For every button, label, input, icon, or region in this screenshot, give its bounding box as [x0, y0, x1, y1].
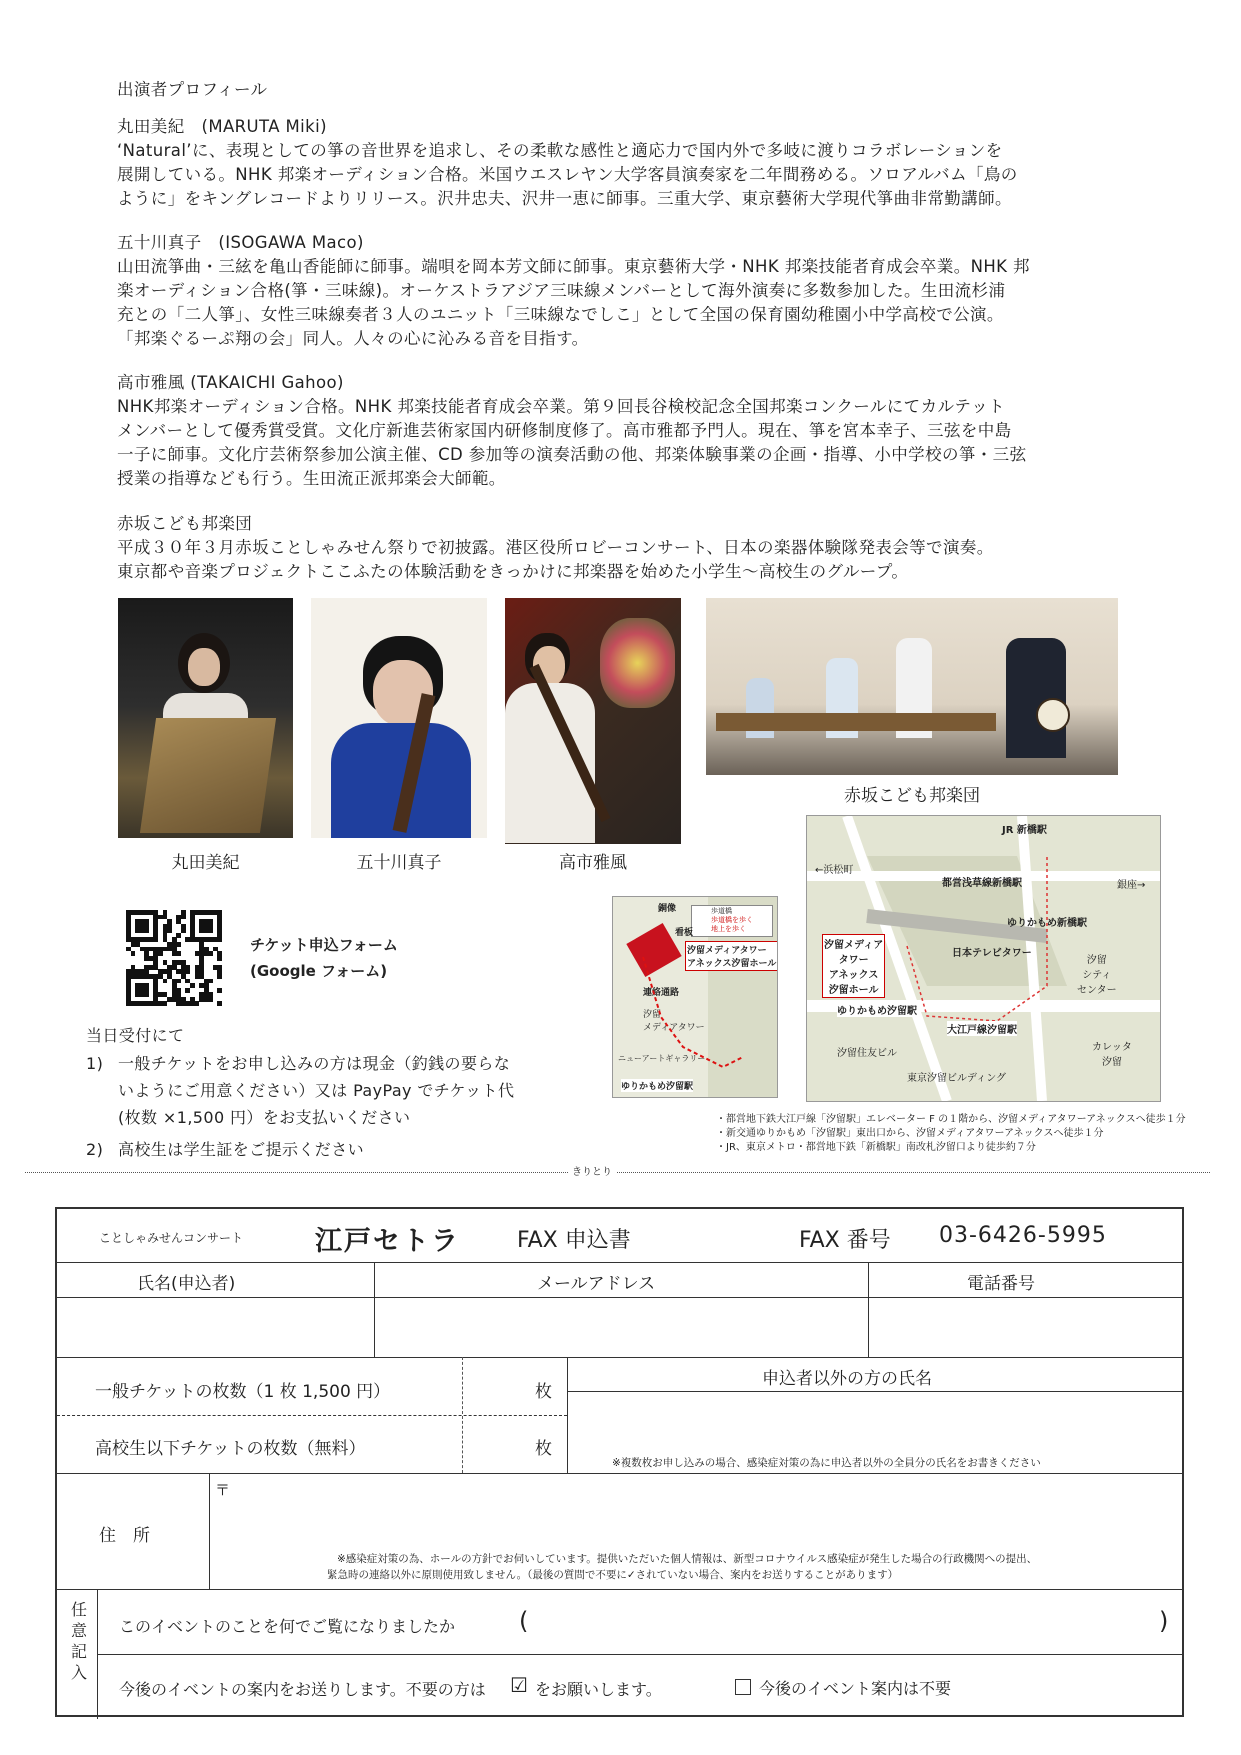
qr-module — [185, 969, 190, 974]
onsite-item1-line: (枚数 ×1,500 円）をお支払いください — [118, 1108, 411, 1127]
caption-isogawa: 五十川真子 — [356, 853, 442, 873]
qr-module — [163, 979, 168, 984]
access-note: ・都営地下鉄大江戸線「汐留駅」エレベーター F の１階から、汐留メディアタワーアネックスへ徒歩１分 — [716, 1114, 1186, 1125]
applicant-name-field[interactable] — [61, 1301, 369, 1353]
access-note: ・JR、東京メトロ・都営地下鉄「新橋駅」南改札汐留口より徒歩約７分 — [716, 1142, 1036, 1153]
general-ticket-count-field[interactable] — [467, 1361, 567, 1413]
map-label: 汐留 メディアタワー — [643, 1010, 705, 1033]
performer-bio-line: メンバーとして優秀賞受賞。文化庁新進芸術家国内研修制度修了。高市雅都予門人。現在、箏を宮本幸子、三弦を中島 — [117, 421, 1012, 440]
map-label: ニューアートギャラリー — [618, 1054, 706, 1063]
performer-name: 赤坂こども邦楽団 — [117, 514, 253, 533]
map-label: 看板 — [675, 928, 694, 938]
question-event-info-end: をお願いします。 — [535, 1680, 662, 1699]
ticket-unit: 枚 — [535, 1439, 552, 1459]
qr-module — [217, 937, 222, 942]
performer-bio-line: NHK邦楽オーディション合格。NHK 邦楽技能者育成会卒業。第９回長谷検校記念全国邦楽コンクールにてカルテット — [117, 397, 1006, 416]
concert-small-title: ことしゃみせんコンサート — [99, 1231, 244, 1245]
postal-mark: 〒 — [215, 1481, 231, 1499]
ticket-qr-code[interactable] — [126, 910, 222, 1006]
map-label: 日本テレビタワー — [952, 948, 1032, 959]
performer-bio-line: ‘Natural’に、表現としての箏の音世界を追求し、その柔軟な感性と適応力で国内外で多岐に渡りコラボレーションを — [117, 141, 1003, 160]
others-name-note: ※複数枚お申し込みの場合、感染症対策の為に申込者以外の全員分の氏名をお書きください — [612, 1457, 1041, 1469]
area-access-map[interactable] — [806, 815, 1161, 1102]
address-field[interactable] — [237, 1477, 1177, 1547]
qr-module — [185, 988, 190, 993]
example-check-icon: ☑ — [510, 1673, 528, 1697]
map-label: 都営浅草線新橋駅 — [942, 878, 1022, 889]
performer-bio-line: 一子に師事。文化庁芸術祭参加公演主催、CD 参加等の演奏活動の他、邦楽体験事業の企画・指導、小中学校の箏・三弦 — [117, 445, 1027, 464]
performer-bio-line: 授業の指導なども行う。生田流正派邦楽会大師範。 — [117, 469, 506, 488]
privacy-note: 緊急時の連絡以外に原則使用致しません。（最後の質問で不要に✓されていない場合、案内をお送りすることがあります） — [327, 1569, 899, 1581]
fax-application-form — [55, 1207, 1184, 1717]
question-how-heard: このイベントのことを何でご覧になりましたか — [119, 1617, 456, 1636]
qr-module — [217, 974, 222, 979]
qr-module — [167, 928, 172, 933]
question-event-info: 今後のイベントの案内をお送りします。不要の方は — [119, 1680, 486, 1699]
akasaka-kodomo-photo — [706, 598, 1118, 775]
qr-module — [176, 979, 181, 984]
qr-module — [181, 928, 186, 933]
fax-number: 03-6426-5995 — [939, 1223, 1107, 1248]
map-label: ←浜松町 — [815, 865, 854, 876]
map-label: 銅像 — [658, 904, 677, 914]
how-heard-field[interactable] — [533, 1609, 1153, 1639]
qr-module — [181, 915, 186, 920]
map-label: 東京汐留ビルディング — [907, 1073, 1006, 1084]
student-ticket-label: 高校生以下チケットの枚数（無料） — [95, 1439, 366, 1459]
map-label: JR 新橋駅 — [1002, 825, 1047, 836]
onsite-item1-line: 一般チケットをお申し込みの方は現金（釣銭の要らな — [118, 1054, 511, 1073]
takaichi-photo — [505, 598, 681, 844]
col-email-header: メールアドレス — [537, 1274, 656, 1294]
email-field[interactable] — [379, 1301, 863, 1353]
col-phone-header: 電話番号 — [967, 1274, 1035, 1294]
performer-name: 丸田美紀 (MARUTA Miki) — [117, 117, 327, 136]
legend-item: 地上を歩く — [711, 925, 746, 933]
qr-module — [217, 988, 222, 993]
col-name-header: 氏名(申込者) — [137, 1274, 236, 1294]
qr-module — [158, 951, 163, 956]
qr-module — [190, 983, 195, 988]
performer-name: 五十川真子 (ISOGAWA Maco) — [117, 233, 364, 252]
fax-label: FAX 番号 — [799, 1228, 891, 1253]
map-label: ゆりかもめ汐留駅 — [837, 1002, 917, 1017]
address-label: 住 所 — [99, 1526, 150, 1546]
map-label: 連絡通路 — [643, 988, 680, 998]
qr-module — [144, 928, 149, 933]
student-ticket-count-field[interactable] — [467, 1419, 567, 1471]
optional-label: 任 意 記 入 — [71, 1600, 88, 1682]
qr-module — [195, 1001, 200, 1006]
unneeded-checkbox[interactable] — [735, 1679, 751, 1695]
legend-item: 歩道橋 — [711, 907, 732, 915]
caption-takaichi: 高市雅風 — [559, 853, 627, 873]
onsite-item2: 高校生は学生証をご提示ください — [118, 1140, 365, 1159]
answer-close-paren: ) — [1159, 1607, 1169, 1635]
performer-name: 高市雅風 (TAKAICHI Gahoo) — [117, 373, 344, 392]
performer-bio-line: 充との「二人箏」、女性三味線奏者３人のユニット「三味線なでしこ」として全国の保育園幼稚園小中学高校で公演。 — [117, 305, 1004, 324]
qr-module — [176, 951, 181, 956]
general-ticket-label: 一般チケットの枚数（1 枚 1,500 円） — [95, 1382, 391, 1402]
isogawa-photo — [311, 598, 487, 838]
privacy-note: ※感染症対策の為、ホールの方針でお伺いしています。提供いただいた個人情報は、新型コロナウイルス感染症が発生した場合の行政機関への提出、 — [337, 1553, 1038, 1565]
qr-module — [208, 928, 213, 933]
route-lines — [613, 897, 777, 1097]
map-label: 汐留メディアタワー アネックス汐留ホール — [685, 941, 778, 971]
onsite-heading: 当日受付にて — [86, 1026, 185, 1045]
map-label: 汐留メディア タワー アネックス 汐留ホール — [822, 934, 885, 998]
map-label: ゆりかもめ新橋駅 — [1007, 918, 1087, 929]
hall-detail-map[interactable] — [612, 896, 778, 1098]
legend-item: 歩道橋を歩く — [711, 916, 753, 924]
onsite-item2-number: 2) — [86, 1140, 104, 1159]
qr-module — [217, 956, 222, 961]
others-name-field[interactable] — [572, 1395, 1178, 1445]
qr-module — [208, 951, 213, 956]
onsite-item1-line: いようにご用意ください）又は PayPay でチケット代 — [118, 1081, 515, 1100]
cut-line — [25, 1172, 1210, 1173]
qr-module — [163, 1001, 168, 1006]
concert-title: 江戸セトラ — [315, 1226, 460, 1257]
map-label: 銀座→ — [1117, 880, 1146, 891]
qr-module — [176, 942, 181, 947]
qr-module — [131, 951, 136, 956]
performer-bio-line: 「邦楽ぐるーぷ翔の会」同人。人々の心に沁みる音を目指す。 — [117, 329, 589, 348]
others-name-header: 申込者以外の方の氏名 — [762, 1369, 932, 1389]
cut-label: きりとり — [568, 1163, 616, 1178]
performer-bio-line: ように」をキングレコードよりリリース。沢井忠夫、沢井一恵に師事。三重大学、東京藝術大学現代箏曲非常勤講師。 — [117, 189, 1012, 208]
performer-bio-line: 平成３０年３月赤坂ことしゃみせん祭りで初披露。港区役所ロビーコンサート、日本の楽器体験隊発表会等で演奏。 — [117, 538, 994, 557]
qr-module — [217, 1001, 222, 1006]
performer-bio-line: 東京都や音楽プロジェクトここふたの体験活動をきっかけに邦楽器を始めた小学生～高校生のグループ。 — [117, 562, 909, 581]
maruta-photo — [118, 598, 293, 838]
performer-bio-line: 展開している。NHK 邦楽オーディション合格。米国ウエスレヤン大学客員演奏家を二年間務める。ソロアルバム「鳥の — [117, 165, 1018, 184]
unneeded-label: 今後のイベント案内は不要 — [759, 1679, 952, 1698]
qr-module — [176, 933, 181, 938]
performer-bio-line: 山田流箏曲・三絃を亀山香能師に師事。端唄を岡本芳文師に師事。東京藝術大学・NHK 邦楽技能者育成会卒業。NHK 邦 — [117, 257, 1030, 276]
ticket-unit: 枚 — [535, 1382, 552, 1402]
performer-bio-line: 楽オーディション合格(箏・三味線)。オーケストラアジア三味線メンバーとして海外演奏に多数参加した。生田流杉浦 — [117, 281, 1006, 300]
map-label: ゆりかもめ汐留駅 — [621, 1079, 693, 1092]
form-title: FAX 申込書 — [517, 1228, 631, 1253]
onsite-item1-number: 1) — [86, 1054, 104, 1073]
caption-akasaka: 赤坂こども邦楽団 — [844, 786, 980, 806]
access-note: ・新交通ゆりかもめ「汐留駅」東出口から、汐留メディアタワーアネックスへ徒歩１分 — [716, 1128, 1104, 1139]
caption-maruta: 丸田美紀 — [171, 853, 240, 873]
profile-heading: 出演者プロフィール — [117, 80, 268, 99]
qr-module — [208, 979, 213, 984]
phone-field[interactable] — [873, 1301, 1178, 1353]
map-label: 大江戸線汐留駅 — [947, 1021, 1017, 1036]
answer-open-paren: ( — [519, 1607, 529, 1635]
ticket-form-title: チケット申込フォーム — [250, 936, 398, 954]
map-label: 汐留 シティ センター — [1077, 955, 1117, 996]
qr-module — [153, 937, 158, 942]
map-label: カレッタ 汐留 — [1092, 1042, 1132, 1068]
map-label: 汐留住友ビル — [837, 1048, 897, 1059]
qr-module — [208, 997, 213, 1002]
ticket-form-subtitle: (Google フォーム) — [250, 962, 388, 980]
qr-module — [144, 992, 149, 997]
